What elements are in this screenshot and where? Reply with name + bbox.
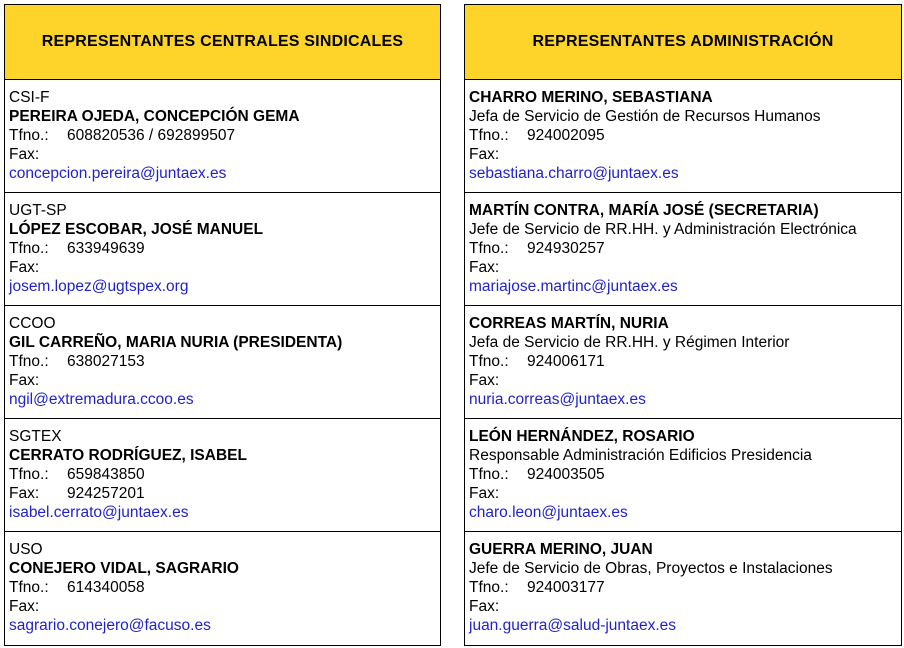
phone-line xyxy=(9,352,440,371)
phone-number: 924003177 xyxy=(527,579,605,596)
phone-number: 614340058 xyxy=(67,579,145,596)
fax-line xyxy=(469,597,901,616)
phone-label: Tfno.: xyxy=(469,240,509,257)
phone-label: Tfno.: xyxy=(469,579,509,596)
rep-name: GUERRA MERINO, JUAN xyxy=(469,541,653,558)
union-org: CSI-F xyxy=(9,89,50,106)
admin-entry-1 xyxy=(465,80,901,193)
email-link[interactable]: nuria.correas@juntaex.es xyxy=(469,391,646,408)
fax-label: Fax: xyxy=(9,598,40,615)
admin-entry-2 xyxy=(465,193,901,306)
union-entry-1 xyxy=(5,80,440,193)
fax-label: Fax: xyxy=(469,146,500,163)
phone-number: 633949639 xyxy=(67,240,145,257)
email-link[interactable]: juan.guerra@salud-juntaex.es xyxy=(469,617,677,634)
rep-name: CORREAS MARTÍN, NURIA xyxy=(469,315,669,332)
phone-label: Tfno.: xyxy=(9,127,49,144)
email-link[interactable]: josem.lopez@ugtspex.org xyxy=(9,278,189,295)
fax-label: Fax: xyxy=(9,372,40,389)
fax-line xyxy=(9,597,440,616)
phone-line xyxy=(9,126,440,145)
rep-role: Jefe de Servicio de RR.HH. y Administración Electrónica xyxy=(469,221,857,238)
rep-role: Responsable Administración Edificios Presidencia xyxy=(469,447,812,464)
fax-label: Fax: xyxy=(9,485,40,502)
phone-line xyxy=(469,126,901,145)
rep-name: LÓPEZ ESCOBAR, JOSÉ MANUEL xyxy=(9,221,264,238)
email-link[interactable]: ngil@extremadura.ccoo.es xyxy=(9,391,194,408)
email-link[interactable]: sagrario.conejero@facuso.es xyxy=(9,617,211,634)
rep-name: LEÓN HERNÁNDEZ, ROSARIO xyxy=(469,428,695,445)
phone-line xyxy=(9,465,440,484)
phone-line xyxy=(9,578,440,597)
phone-label: Tfno.: xyxy=(469,353,509,370)
union-entry-3 xyxy=(5,306,440,419)
fax-line xyxy=(469,258,901,277)
fax-label: Fax: xyxy=(469,485,500,502)
phone-label: Tfno.: xyxy=(469,127,509,144)
email-link[interactable]: isabel.cerrato@juntaex.es xyxy=(9,504,189,521)
union-org: SGTEX xyxy=(9,428,62,445)
rep-name: MARTÍN CONTRA, MARÍA JOSÉ (SECRETARIA) xyxy=(469,202,819,219)
phone-line xyxy=(469,239,901,258)
union-org: CCOO xyxy=(9,315,56,332)
rep-role: Jefa de Servicio de Gestión de Recursos Humanos xyxy=(469,108,821,125)
phone-label: Tfno.: xyxy=(9,353,49,370)
phone-number: 659843850 xyxy=(67,466,145,483)
email-link[interactable]: concepcion.pereira@juntaex.es xyxy=(9,165,227,182)
union-entry-5 xyxy=(5,532,440,645)
fax-line xyxy=(469,371,901,390)
phone-line xyxy=(9,239,440,258)
rep-name: PEREIRA OJEDA, CONCEPCIÓN GEMA xyxy=(9,108,300,125)
phone-number: 924006171 xyxy=(527,353,605,370)
fax-label: Fax: xyxy=(469,598,500,615)
fax-line xyxy=(9,484,440,503)
fax-line xyxy=(469,145,901,164)
phone-label: Tfno.: xyxy=(9,466,49,483)
fax-label: Fax: xyxy=(469,372,500,389)
fax-line xyxy=(9,371,440,390)
fax-number: 924257201 xyxy=(67,485,145,502)
union-representatives-table xyxy=(4,4,441,646)
rep-role: Jefe de Servicio de Obras, Proyectos e Instalaciones xyxy=(469,560,833,577)
union-representatives-header: REPRESENTANTES CENTRALES SINDICALES xyxy=(5,5,440,80)
union-org: USO xyxy=(9,541,43,558)
phone-line xyxy=(469,465,901,484)
union-org: UGT-SP xyxy=(9,202,67,219)
phone-number: 924002095 xyxy=(527,127,605,144)
union-entry-2 xyxy=(5,193,440,306)
fax-line xyxy=(9,145,440,164)
administration-representatives-header: REPRESENTANTES ADMINISTRACIÓN xyxy=(465,5,901,80)
phone-number: 608820536 / 692899507 xyxy=(67,127,236,144)
rep-name: CERRATO RODRÍGUEZ, ISABEL xyxy=(9,447,247,464)
fax-line xyxy=(469,484,901,503)
email-link[interactable]: mariajose.martinc@juntaex.es xyxy=(469,278,678,295)
phone-number: 638027153 xyxy=(67,353,145,370)
fax-label: Fax: xyxy=(9,259,40,276)
admin-entry-4 xyxy=(465,419,901,532)
phone-number: 924003505 xyxy=(527,466,605,483)
fax-line xyxy=(9,258,440,277)
rep-name: CHARRO MERINO, SEBASTIANA xyxy=(469,89,713,106)
rep-name: CONEJERO VIDAL, SAGRARIO xyxy=(9,560,239,577)
fax-label: Fax: xyxy=(469,259,500,276)
phone-label: Tfno.: xyxy=(469,466,509,483)
email-link[interactable]: charo.leon@juntaex.es xyxy=(469,504,628,521)
phone-line xyxy=(469,578,901,597)
phone-number: 924930257 xyxy=(527,240,605,257)
union-entry-4 xyxy=(5,419,440,532)
email-link[interactable]: sebastiana.charro@juntaex.es xyxy=(469,165,679,182)
phone-line xyxy=(469,352,901,371)
phone-label: Tfno.: xyxy=(9,579,49,596)
admin-entry-3 xyxy=(465,306,901,419)
admin-entry-5 xyxy=(465,532,901,645)
rep-name: GIL CARREÑO, MARIA NURIA (PRESIDENTA) xyxy=(9,334,343,351)
administration-representatives-table xyxy=(464,4,902,646)
phone-label: Tfno.: xyxy=(9,240,49,257)
rep-role: Jefa de Servicio de RR.HH. y Régimen Interior xyxy=(469,334,790,351)
fax-label: Fax: xyxy=(9,146,40,163)
